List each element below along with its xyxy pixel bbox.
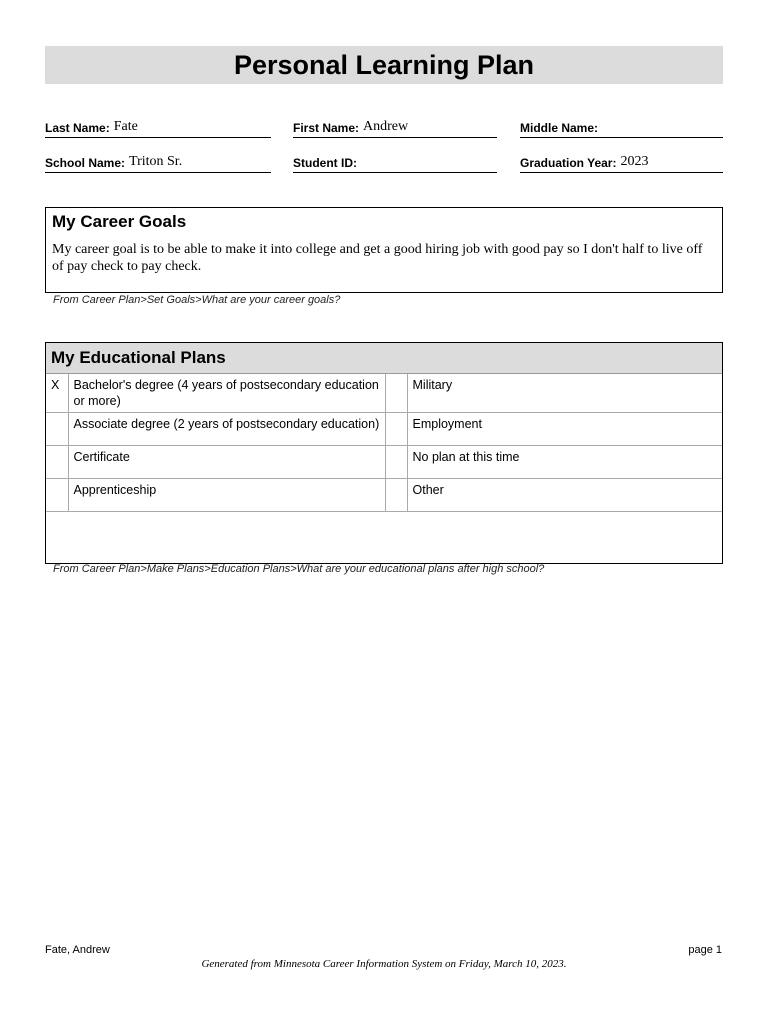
footer-student-name: Fate, Andrew xyxy=(45,944,110,956)
first-name-field xyxy=(293,114,497,138)
checkbox-cell[interactable] xyxy=(385,374,407,413)
middle-name-label: Middle Name: xyxy=(520,121,599,135)
graduation-year-field xyxy=(520,149,723,173)
educational-plans-section xyxy=(45,342,723,564)
checkbox-cell[interactable] xyxy=(46,413,68,446)
career-goals-heading: My Career Goals xyxy=(52,212,187,231)
educational-plans-header xyxy=(46,343,722,374)
first-name-label: First Name: xyxy=(293,121,360,135)
table-row xyxy=(46,446,722,479)
graduation-year-label: Graduation Year: xyxy=(520,156,617,170)
option-label: Certificate xyxy=(68,446,385,479)
checkbox-cell[interactable] xyxy=(385,479,407,512)
footer-generated-note: Generated from Minnesota Career Information System on Friday, March 10, 2023. xyxy=(201,958,567,970)
first-name-value: Andrew xyxy=(363,119,409,134)
checkbox-cell[interactable]: X xyxy=(46,374,68,413)
career-goals-text: My career goal is to be able to make it into college and get a good hiring job with good pay so I don't half to live off of pay check to pay check. xyxy=(52,242,703,274)
graduation-year-value: 2023 xyxy=(620,154,649,169)
career-goals-source: From Career Plan>Set Goals>What are your career goals? xyxy=(53,294,341,306)
school-name-field xyxy=(45,149,271,173)
checkbox-cell[interactable] xyxy=(46,446,68,479)
option-label: Military xyxy=(407,374,722,413)
school-name-value: Triton Sr. xyxy=(129,154,183,169)
checkbox-cell[interactable] xyxy=(385,413,407,446)
option-label: Associate degree (2 years of postsecondary education) xyxy=(68,413,385,446)
educational-plans-heading: My Educational Plans xyxy=(51,348,226,367)
checkbox-cell[interactable] xyxy=(385,446,407,479)
table-row xyxy=(46,479,722,512)
school-name-label: School Name: xyxy=(45,156,126,170)
middle-name-field xyxy=(520,114,723,138)
educational-plans-source: From Career Plan>Make Plans>Education Plans>What are your educational plans after high school? xyxy=(53,563,545,575)
table-row xyxy=(46,413,722,446)
title-bar xyxy=(45,46,723,84)
last-name-field xyxy=(45,114,271,138)
option-label: Apprenticeship xyxy=(68,479,385,512)
option-label: No plan at this time xyxy=(407,446,722,479)
option-label: Employment xyxy=(407,413,722,446)
page-title: Personal Learning Plan xyxy=(233,49,535,80)
last-name-label: Last Name: xyxy=(45,121,110,135)
last-name-value: Fate xyxy=(113,119,138,134)
footer-page-number: page 1 xyxy=(688,944,722,956)
career-goals-section xyxy=(45,207,723,293)
option-label: Other xyxy=(407,479,722,512)
option-label: Bachelor's degree (4 years of postsecondary education or more) xyxy=(68,374,385,413)
checkbox-cell[interactable] xyxy=(46,479,68,512)
table-row xyxy=(46,374,722,413)
educational-plans-table xyxy=(46,374,722,512)
student-id-field xyxy=(293,149,497,173)
student-id-label: Student ID: xyxy=(293,156,357,170)
